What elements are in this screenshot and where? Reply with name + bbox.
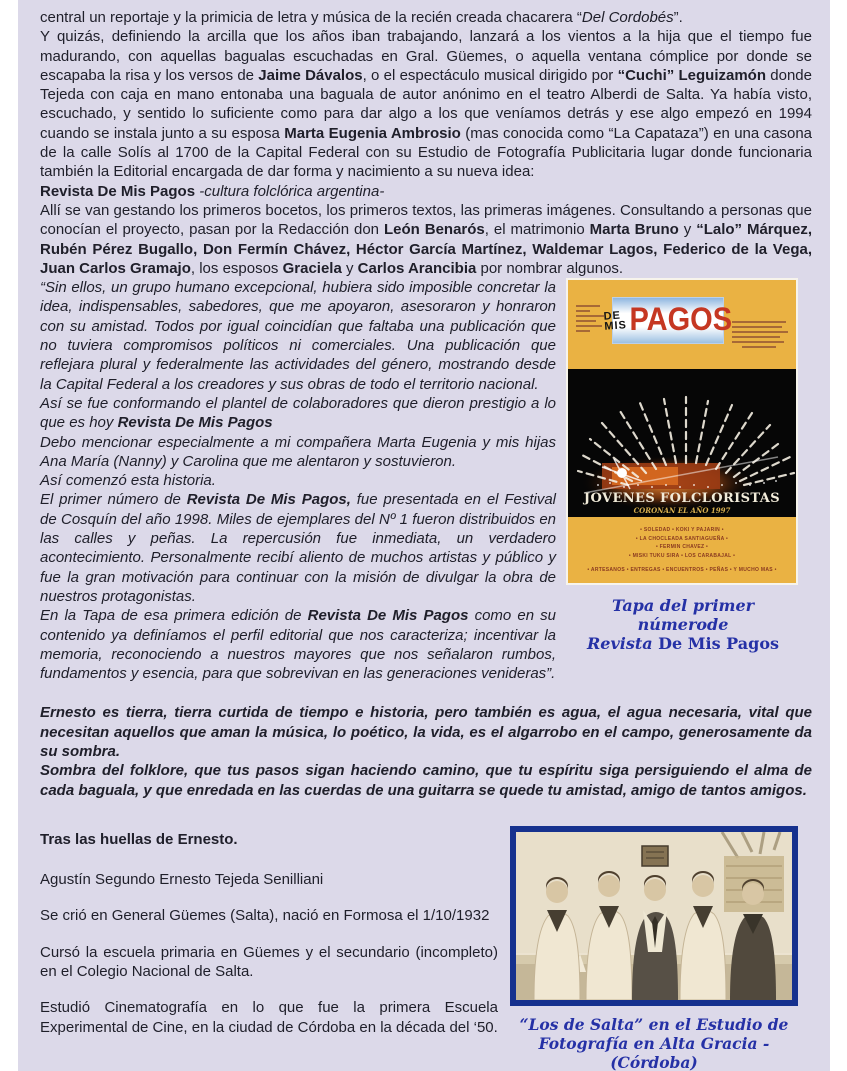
group-photo-caption-line1: “Los de Salta” en el Estudio de bbox=[519, 1014, 789, 1034]
manifesto-paragraph: Ernesto es tierra, tierra curtida de tiempo e historia, pero también es agua, el agua necesaria, vital que necesitan aquellos que aman la música, lo poético, la vida, es el algarrobo en el campo, generosamente da su sombra. bbox=[40, 704, 812, 760]
cover-footer-line: • ARTESANOS • ENTREGAS • ENCUENTROS • PEÑAS • Y MUCHO MAS • bbox=[587, 567, 777, 574]
group-photo bbox=[510, 826, 798, 1006]
sepia-photo-illustration bbox=[516, 832, 792, 1000]
page-content bbox=[18, 0, 830, 1071]
paragraph-revista-line: Revista De Mis Pagos -cultura folclórica argentina- bbox=[40, 182, 385, 200]
cover-logo-de: DE bbox=[603, 309, 622, 323]
quote-paragraph: En la Tapa de esa primera edición de Revista De Mis Pagos como en su contenido ya definíamos el perfil editorial que nos caracteriza; incentivar la memoria, reconociendo a nuestros mayores que nos señalaron rumbos, fundamentos y esencia, para que sobrevivan en las generaciones venideras”. bbox=[40, 607, 557, 683]
cover-logo-mis: MIS bbox=[603, 318, 628, 333]
cover-footer-line: • LA CHOCLEADA SANTIAGUEÑA • bbox=[635, 535, 729, 542]
paragraph-y-quizas: Y quizás, definiendo la arcilla que los años iban trabajando, lanzará a los vientos a la hija que el tiempo fue madurando, con aquellas bagualas escuchadas en Gral. Güemes, o aquella ventana cómplice por donde se escapaba la risa y los versos de Jaime Dávalos, o el espectáculo musical dirigido por “Cuchi” Leguizamón donde Tejeda con caja en mano entonaba una baguala de autor anónimo en el teatro Alberdi de Salta. Ya había visto, escuchado, y sentido lo suficiente como para dar algo a los que veníamos detrás y ese algo empezó en 1994 cuando se instala junto a su esposa Marta Eugenia Ambrosio (mas conocida como “La Capataza”) en una casona de la calle Solís al 1700 de la Capital Federal con su Estudio de Fotografía Publicitaria lugar donde funcionaria también la Editorial encargada de dar forma y nacimiento a su nueva idea: bbox=[40, 28, 813, 181]
cover-logo-pagos: PAGOS bbox=[629, 302, 733, 339]
illegible-issue-info-lines bbox=[576, 302, 606, 332]
cover-photo-fireworks bbox=[568, 369, 796, 517]
cover-caption-line1: Tapa del primer númerode bbox=[611, 596, 755, 635]
bio-birth: Se crió en General Güemes (Salta), nació en Formosa el 1/10/1932 bbox=[40, 907, 490, 925]
magazine-cover-figure bbox=[566, 278, 800, 653]
cover-footer-artist-lines bbox=[568, 517, 796, 583]
cover-logo-demis bbox=[603, 310, 627, 332]
cover-caption-line2: Revista De Mis Pagos bbox=[586, 634, 779, 654]
bio-school: Cursó la escuela primaria en Güemes y el secundario (incompleto) en el Colegio Nacional de Salta. bbox=[40, 943, 498, 981]
quote-paragraph: Debo mencionar especialmente a mi compañera Marta Eugenia y mis hijas Ana María (Nanny) y Carolina que me alentaron y sostuvieron. bbox=[40, 433, 556, 470]
paragraph-alli: Allí se van gestando los primeros bocetos, los primeros textos, las primeras imágenes. Consultando a personas que conocían el proyecto, pasan por la Redacción don León Benarós, el matrimonio Marta Bruno y “Lalo” Márquez, Rubén Pérez Bugallo, Don Fermín Chávez, Héctor García Martínez, Waldemar Lagos, Federico de la Vega, Juan Carlos Gramajo, los esposos Graciela y Carlos Arancibia por nombrar algunos. bbox=[40, 201, 812, 277]
cover-footer-line: • MISKI TUKU SIRA • LOS CARABAJAL • bbox=[628, 552, 736, 559]
manifesto-paragraph: Sombra del folklore, que tus pasos sigan haciendo camino, que tu espíritu siga persiguiendo el alma de cada baguala, y que enredada en las cuerdas de una guitarra se quede tu amistad, amigo de tantos amigos. bbox=[40, 762, 812, 799]
cover-header bbox=[568, 280, 796, 369]
cover-footer-line: • FERMIN CHAVEZ • bbox=[655, 544, 709, 551]
cover-caption bbox=[566, 596, 800, 653]
biography-section bbox=[40, 830, 812, 1071]
bio-name: Agustín Segundo Ernesto Tejeda Senilliani bbox=[40, 871, 324, 889]
quote-paragraph: Así comenzó esta historia. bbox=[40, 472, 216, 490]
quote-paragraph: “Sin ellos, un grupo humano excepcional, hubiera sido imposible concretar la idea, indispensables, sabedores, que me apoyaron, asesoraron y honraron con su amistad. Todos por igual coincidían que faltaba una publicación que no tuviera compromisos políticos ni comerciales. Una publicación que reflejara plural y federalmente las actividades del género, mostrando desde la Capital Federal a los creadores y sus obras de todo el territorio nacional. bbox=[40, 279, 556, 393]
bio-cinema: Estudió Cinematografía en lo que fue la primera Escuela Experimental de Cine, en la ciudad de Córdoba en la década del ‘50. bbox=[40, 999, 498, 1036]
cover-footer-line: • SOLEDAD • KOKI Y PAJARIN • bbox=[640, 527, 724, 534]
group-photo-caption-line2: Fotografía en Alta Gracia - (Córdoba) bbox=[538, 1033, 770, 1071]
magazine-cover bbox=[566, 278, 798, 585]
cover-subheadline: CORONAN EL AÑO 1997 bbox=[633, 506, 731, 516]
bio-heading: Tras las huellas de Ernesto. bbox=[40, 830, 238, 848]
group-photo-caption bbox=[510, 1015, 798, 1071]
cover-headline: JOVENES FOLCLORISTAS bbox=[583, 491, 781, 507]
group-photo-figure bbox=[510, 826, 798, 1071]
manifesto-block bbox=[40, 683, 812, 799]
paragraph-intro-continuation: central un reportaje y la primicia de letra y música de la recién creada chacarera “Del Cordobés”. bbox=[40, 9, 683, 26]
cover-logo bbox=[603, 297, 733, 344]
illegible-cover-blurb-lines bbox=[732, 318, 790, 348]
quote-paragraph: Así se fue conformando el plantel de colaboradores que dieron prestigio a lo que es hoy Revista De Mis Pagos bbox=[40, 394, 556, 432]
quote-paragraph: El primer número de Revista De Mis Pagos, fue presentada en el Festival de Cosquín del año 1998. Miles de ejemplares del Nº 1 fueron distribuidos en las calles y peñas. La repercusión fue inmediata, un verdadero acontecimiento. Personalmente recibí aliento de muchos artistas y público y fue la gran motivación para continuar con la misión de divulgar la obra de nuestros protagonistas. bbox=[40, 491, 557, 605]
